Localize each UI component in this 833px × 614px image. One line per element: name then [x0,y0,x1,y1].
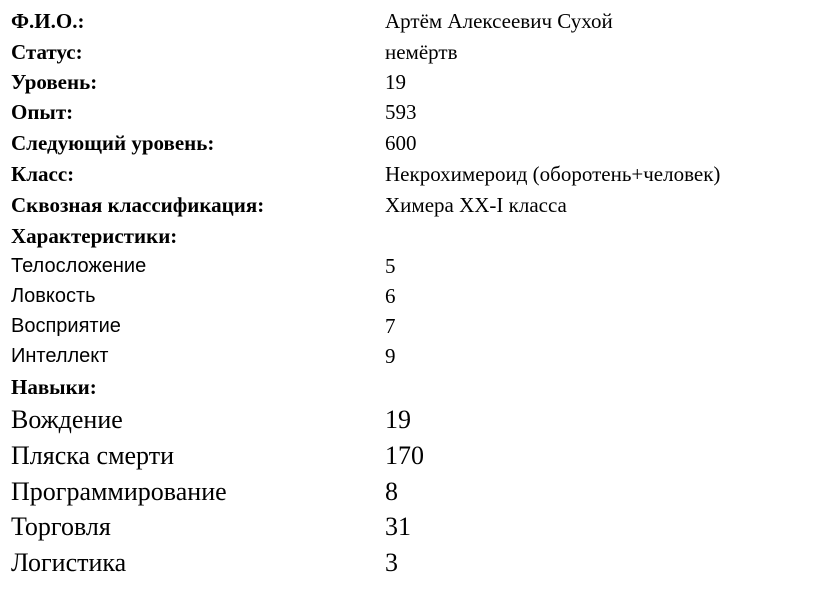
name-label: Ф.И.О.: [11,9,85,33]
skill-label: Торговля [11,512,111,541]
exp-value: 593 [385,100,417,124]
skills-heading: Навыки: [11,375,97,399]
skill-label: Вождение [11,405,123,434]
skill-value: 3 [385,548,398,577]
stat-label: Интеллект [11,345,109,367]
stat-label: Восприятие [11,315,121,337]
status-value: немёртв [385,40,458,64]
status-label: Статус: [11,40,83,64]
skill-value: 170 [385,441,424,470]
stat-label: Телосложение [11,255,147,277]
classification-label: Сквозная классификация: [11,193,265,217]
level-label: Уровень: [11,70,98,94]
stat-label: Ловкость [11,285,96,307]
skill-label: Логистика [11,548,127,577]
skill-label: Программирование [11,477,227,506]
name-value: Артём Алексеевич Сухой [385,9,613,33]
skill-value: 19 [385,405,411,434]
classification-value: Химера XX-I класса [385,193,567,217]
stat-value: 5 [385,254,396,278]
skill-label: Пляска смерти [11,441,174,470]
exp-label: Опыт: [11,100,74,124]
next-level-label: Следующий уровень: [11,131,215,155]
skill-value: 8 [385,477,398,506]
stat-value: 7 [385,314,396,338]
stat-value: 6 [385,284,396,308]
level-value: 19 [385,70,406,94]
stats-heading: Характеристики: [11,224,178,248]
skill-value: 31 [385,512,411,541]
class-label: Класс: [11,162,75,186]
class-value: Некрохимероид (оборотень+человек) [385,162,721,186]
next-level-value: 600 [385,131,417,155]
stat-value: 9 [385,344,396,368]
